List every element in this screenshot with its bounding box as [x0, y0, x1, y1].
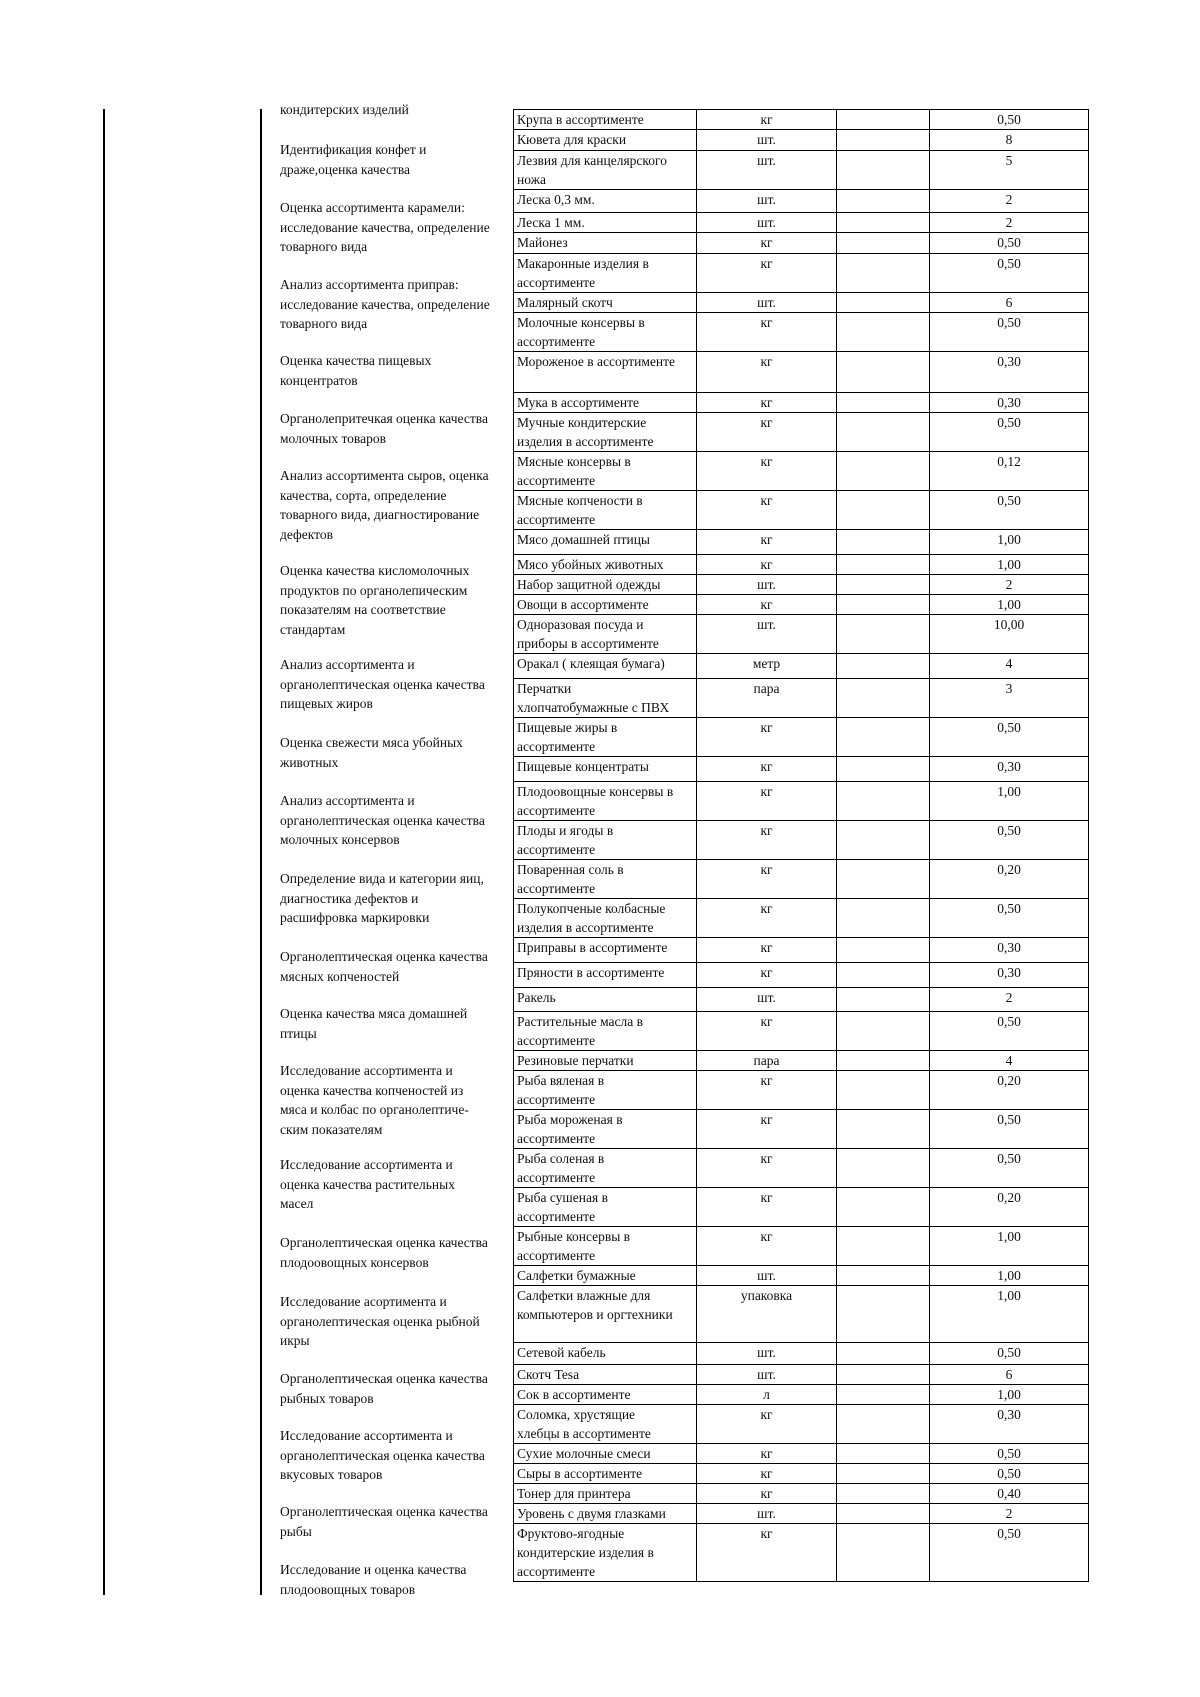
material-name-cell: Рыба соленая в ассортименте	[514, 1149, 697, 1188]
quantity-cell: 1,00	[930, 1286, 1089, 1343]
table-row	[514, 1110, 1089, 1149]
table-row	[514, 718, 1089, 757]
table-row	[514, 555, 1089, 575]
material-name-cell: Молочные консервы в ассортименте	[514, 313, 697, 352]
quantity-cell: 1,00	[930, 595, 1089, 615]
table-row	[514, 1464, 1089, 1484]
unit-cell: шт.	[697, 1365, 837, 1385]
material-name-cell: Овощи в ассортименте	[514, 595, 697, 615]
material-name-cell: Мясо домашней птицы	[514, 530, 697, 555]
table-row	[514, 654, 1089, 679]
unit-cell: кг	[697, 1405, 837, 1444]
material-name-cell: Салфетки влажные для компьютеров и оргтехники	[514, 1286, 697, 1343]
unit-cell: кг	[697, 254, 837, 293]
table-row	[514, 213, 1089, 233]
empty-cell	[837, 1524, 930, 1582]
quantity-cell: 0,50	[930, 1524, 1089, 1582]
material-name-cell: Сыры в ассортименте	[514, 1464, 697, 1484]
quantity-cell: 0,30	[930, 938, 1089, 963]
table-row	[514, 1405, 1089, 1444]
table-row	[514, 491, 1089, 530]
material-name-cell: Леска 0,3 мм.	[514, 190, 697, 213]
quantity-cell: 1,00	[930, 1266, 1089, 1286]
empty-cell	[837, 654, 930, 679]
lesson-topic: Органолептическая оценка качества плодоовощных консервов	[280, 1235, 488, 1270]
table-row	[514, 575, 1089, 595]
lesson-topic: Анализ ассортимента и органолептическая оценка качества молочных консервов	[280, 793, 485, 847]
lesson-topic: Оценка качества кисломолочных продуктов по органолепическим показателям на соответствие стандартам	[280, 563, 470, 637]
material-name-cell: Кювета для краски	[514, 130, 697, 151]
empty-cell	[837, 1385, 930, 1405]
quantity-cell: 0,20	[930, 860, 1089, 899]
material-name-cell: Мучные кондитерские изделия в ассортименте	[514, 413, 697, 452]
unit-cell: кг	[697, 352, 837, 393]
empty-cell	[837, 293, 930, 313]
quantity-cell: 2	[930, 190, 1089, 213]
quantity-cell: 10,00	[930, 615, 1089, 654]
quantity-cell: 1,00	[930, 782, 1089, 821]
table-row	[514, 1444, 1089, 1464]
empty-cell	[837, 530, 930, 555]
quantity-cell: 0,50	[930, 899, 1089, 938]
unit-cell: шт.	[697, 1504, 837, 1524]
unit-cell: кг	[697, 860, 837, 899]
unit-cell: кг	[697, 413, 837, 452]
left-margin-rule	[103, 109, 105, 1595]
lesson-topic: кондитерских изделий	[280, 102, 409, 117]
material-name-cell: Тонер для принтера	[514, 1484, 697, 1504]
unit-cell: кг	[697, 1464, 837, 1484]
material-name-cell: Леска 1 мм.	[514, 213, 697, 233]
empty-cell	[837, 1266, 930, 1286]
empty-cell	[837, 782, 930, 821]
table-row	[514, 1343, 1089, 1365]
unit-cell: кг	[697, 452, 837, 491]
unit-cell: кг	[697, 782, 837, 821]
material-name-cell: Сетевой кабель	[514, 1343, 697, 1365]
unit-cell: кг	[697, 1149, 837, 1188]
material-name-cell: Пряности в ассортименте	[514, 963, 697, 988]
empty-cell	[837, 151, 930, 190]
material-name-cell: Полукопченые колбасные изделия в ассортименте	[514, 899, 697, 938]
empty-cell	[837, 988, 930, 1012]
empty-cell	[837, 1051, 930, 1071]
empty-cell	[837, 595, 930, 615]
material-name-cell: Сок в ассортименте	[514, 1385, 697, 1405]
table-row	[514, 1484, 1089, 1504]
unit-cell: кг	[697, 938, 837, 963]
quantity-cell: 0,30	[930, 352, 1089, 393]
quantity-cell: 0,40	[930, 1484, 1089, 1504]
table-row	[514, 938, 1089, 963]
lesson-topic: Оценка свежести мяса убойных животных	[280, 735, 463, 770]
lesson-topic: Оценка качества мяса домашней птицы	[280, 1006, 468, 1041]
empty-cell	[837, 718, 930, 757]
empty-cell	[837, 352, 930, 393]
unit-cell: упаковка	[697, 1286, 837, 1343]
table-row	[514, 452, 1089, 491]
table-row	[514, 988, 1089, 1012]
quantity-cell: 4	[930, 1051, 1089, 1071]
unit-cell: кг	[697, 233, 837, 254]
quantity-cell: 2	[930, 213, 1089, 233]
empty-cell	[837, 615, 930, 654]
material-name-cell: Пищевые жиры в ассортименте	[514, 718, 697, 757]
quantity-cell: 0,50	[930, 1012, 1089, 1051]
table-row	[514, 190, 1089, 213]
lesson-topic: Исследование и оценка качества плодоовощных товаров	[280, 1562, 467, 1597]
lesson-topic: Органолептическая оценка качества рыбных товаров	[280, 1371, 488, 1406]
table-row	[514, 1149, 1089, 1188]
unit-cell: шт.	[697, 615, 837, 654]
material-name-cell: Мясные копчености в ассортименте	[514, 491, 697, 530]
unit-cell: шт.	[697, 1343, 837, 1365]
material-name-cell: Соломка, хрустящие хлебцы в ассортименте	[514, 1405, 697, 1444]
empty-cell	[837, 452, 930, 491]
material-name-cell: Мясные консервы в ассортименте	[514, 452, 697, 491]
lesson-topic: Оценка качества пищевых концентратов	[280, 353, 432, 388]
quantity-cell: 6	[930, 293, 1089, 313]
table-row	[514, 1227, 1089, 1266]
quantity-cell: 0,12	[930, 452, 1089, 491]
material-name-cell: Мука в ассортименте	[514, 393, 697, 413]
empty-cell	[837, 860, 930, 899]
material-name-cell: Скотч Tesa	[514, 1365, 697, 1385]
unit-cell: метр	[697, 654, 837, 679]
empty-cell	[837, 1188, 930, 1227]
quantity-cell: 6	[930, 1365, 1089, 1385]
quantity-cell: 0,30	[930, 1405, 1089, 1444]
table-row	[514, 821, 1089, 860]
unit-cell: кг	[697, 1444, 837, 1464]
quantity-cell: 0,50	[930, 313, 1089, 352]
quantity-cell: 3	[930, 679, 1089, 718]
unit-cell: шт.	[697, 575, 837, 595]
lesson-topic: Исследование ассортимента и органолептическая оценка качества вкусовых товаров	[280, 1428, 485, 1482]
lesson-topic: Органолептическая оценка качества мясных копченостей	[280, 949, 488, 984]
unit-cell: шт.	[697, 293, 837, 313]
unit-cell: кг	[697, 718, 837, 757]
empty-cell	[837, 575, 930, 595]
quantity-cell: 0,50	[930, 1343, 1089, 1365]
unit-cell: кг	[697, 313, 837, 352]
material-name-cell: Одноразовая посуда и приборы в ассортименте	[514, 615, 697, 654]
lesson-topic: Органолепритечкая оценка качества молочных товаров	[280, 411, 488, 446]
empty-cell	[837, 1405, 930, 1444]
empty-cell	[837, 1444, 930, 1464]
quantity-cell: 2	[930, 1504, 1089, 1524]
empty-cell	[837, 110, 930, 130]
empty-cell	[837, 899, 930, 938]
table-row	[514, 1504, 1089, 1524]
table-row	[514, 1188, 1089, 1227]
empty-cell	[837, 1286, 930, 1343]
unit-cell: пара	[697, 679, 837, 718]
empty-cell	[837, 1071, 930, 1110]
empty-cell	[837, 491, 930, 530]
unit-cell: пара	[697, 1051, 837, 1071]
unit-cell: кг	[697, 963, 837, 988]
table-row	[514, 130, 1089, 151]
unit-cell: шт.	[697, 213, 837, 233]
table-row	[514, 393, 1089, 413]
material-name-cell: Фруктово-ягодные кондитерские изделия в ассортименте	[514, 1524, 697, 1582]
unit-cell: кг	[697, 1227, 837, 1266]
quantity-cell: 2	[930, 988, 1089, 1012]
empty-cell	[837, 679, 930, 718]
table-row	[514, 1286, 1089, 1343]
material-name-cell: Салфетки бумажные	[514, 1266, 697, 1286]
lesson-topic: Органолептическая оценка качества рыбы	[280, 1504, 488, 1539]
quantity-cell: 0,50	[930, 491, 1089, 530]
empty-cell	[837, 393, 930, 413]
unit-cell: кг	[697, 899, 837, 938]
quantity-cell: 8	[930, 130, 1089, 151]
empty-cell	[837, 1227, 930, 1266]
unit-cell: шт.	[697, 130, 837, 151]
material-name-cell: Оракал ( клеящая бумага)	[514, 654, 697, 679]
lesson-topic: Исследование ассортимента и оценка качества копченостей из мяса и колбас по органолептиче- ским показателям	[280, 1063, 469, 1137]
material-name-cell: Рыба вяленая в ассортименте	[514, 1071, 697, 1110]
empty-cell	[837, 413, 930, 452]
material-name-cell: Растительные масла в ассортименте	[514, 1012, 697, 1051]
unit-cell: кг	[697, 1484, 837, 1504]
table-row	[514, 1051, 1089, 1071]
empty-cell	[837, 1504, 930, 1524]
material-name-cell: Крупа в ассортименте	[514, 110, 697, 130]
unit-cell: кг	[697, 491, 837, 530]
unit-cell: кг	[697, 530, 837, 555]
table-row	[514, 293, 1089, 313]
unit-cell: кг	[697, 555, 837, 575]
table-row	[514, 1071, 1089, 1110]
column-divider-rule	[260, 109, 262, 1595]
table-row	[514, 860, 1089, 899]
table-row	[514, 595, 1089, 615]
empty-cell	[837, 1343, 930, 1365]
quantity-cell: 0,50	[930, 1444, 1089, 1464]
material-name-cell: Малярный скотч	[514, 293, 697, 313]
lesson-topic: Определение вида и категории яиц, диагностика дефектов и расшифровка маркировки	[280, 871, 484, 925]
material-name-cell: Резиновые перчатки	[514, 1051, 697, 1071]
unit-cell: кг	[697, 1110, 837, 1149]
material-name-cell: Приправы в ассортименте	[514, 938, 697, 963]
lesson-topic: Исследование ассортимента и оценка качества растительных масел	[280, 1157, 455, 1211]
unit-cell: кг	[697, 110, 837, 130]
table-row	[514, 1012, 1089, 1051]
empty-cell	[837, 1012, 930, 1051]
empty-cell	[837, 1110, 930, 1149]
unit-cell: шт.	[697, 988, 837, 1012]
table-row	[514, 413, 1089, 452]
material-name-cell: Поваренная соль в ассортименте	[514, 860, 697, 899]
material-name-cell: Рыба мороженая в ассортименте	[514, 1110, 697, 1149]
material-name-cell: Рыба сушеная в ассортименте	[514, 1188, 697, 1227]
empty-cell	[837, 821, 930, 860]
unit-cell: кг	[697, 757, 837, 782]
table-row	[514, 615, 1089, 654]
material-name-cell: Плоды и ягоды в ассортименте	[514, 821, 697, 860]
materials-table	[513, 109, 1089, 1582]
quantity-cell: 4	[930, 654, 1089, 679]
table-row	[514, 110, 1089, 130]
empty-cell	[837, 1149, 930, 1188]
empty-cell	[837, 555, 930, 575]
empty-cell	[837, 1484, 930, 1504]
unit-cell: кг	[697, 1071, 837, 1110]
material-name-cell: Лезвия для канцелярского ножа	[514, 151, 697, 190]
table-row	[514, 151, 1089, 190]
unit-cell: кг	[697, 1524, 837, 1582]
empty-cell	[837, 963, 930, 988]
table-row	[514, 352, 1089, 393]
material-name-cell: Рыбные консервы в ассортименте	[514, 1227, 697, 1266]
quantity-cell: 0,50	[930, 110, 1089, 130]
unit-cell: шт.	[697, 1266, 837, 1286]
empty-cell	[837, 213, 930, 233]
table-row	[514, 963, 1089, 988]
quantity-cell: 0,50	[930, 233, 1089, 254]
unit-cell: кг	[697, 1188, 837, 1227]
lesson-topic: Оценка ассортимента карамели: исследование качества, определение товарного вида	[280, 200, 490, 254]
quantity-cell: 2	[930, 575, 1089, 595]
unit-cell: шт.	[697, 190, 837, 213]
unit-cell: кг	[697, 821, 837, 860]
quantity-cell: 1,00	[930, 555, 1089, 575]
quantity-cell: 0,30	[930, 757, 1089, 782]
empty-cell	[837, 190, 930, 213]
quantity-cell: 0,20	[930, 1071, 1089, 1110]
unit-cell: л	[697, 1385, 837, 1405]
lesson-topic: Исследование асортимента и органолептическая оценка рыбной икры	[280, 1294, 480, 1348]
unit-cell: кг	[697, 393, 837, 413]
material-name-cell: Сухие молочные смеси	[514, 1444, 697, 1464]
table-row	[514, 899, 1089, 938]
material-name-cell: Макаронные изделия в ассортименте	[514, 254, 697, 293]
empty-cell	[837, 130, 930, 151]
table-row	[514, 233, 1089, 254]
material-name-cell: Мороженое в ассортименте	[514, 352, 697, 393]
table-row	[514, 530, 1089, 555]
materials-table-body	[514, 110, 1089, 1582]
quantity-cell: 5	[930, 151, 1089, 190]
quantity-cell: 0,50	[930, 1149, 1089, 1188]
material-name-cell: Уровень с двумя глазками	[514, 1504, 697, 1524]
material-name-cell: Набор защитной одежды	[514, 575, 697, 595]
quantity-cell: 0,50	[930, 718, 1089, 757]
material-name-cell: Перчатки хлопчатобумажные с ПВХ	[514, 679, 697, 718]
table-row	[514, 757, 1089, 782]
quantity-cell: 0,50	[930, 254, 1089, 293]
empty-cell	[837, 254, 930, 293]
empty-cell	[837, 233, 930, 254]
material-name-cell: Пищевые концентраты	[514, 757, 697, 782]
quantity-cell: 0,50	[930, 413, 1089, 452]
quantity-cell: 1,00	[930, 1385, 1089, 1405]
empty-cell	[837, 938, 930, 963]
unit-cell: кг	[697, 595, 837, 615]
lesson-topic: Анализ ассортимента и органолептическая оценка качества пищевых жиров	[280, 657, 485, 711]
quantity-cell: 0,30	[930, 963, 1089, 988]
material-name-cell: Плодоовощные консервы в ассортименте	[514, 782, 697, 821]
lesson-topic: Анализ ассортимента приправ: исследование качества, определение товарного вида	[280, 277, 490, 331]
empty-cell	[837, 1464, 930, 1484]
quantity-cell: 0,50	[930, 1110, 1089, 1149]
material-name-cell: Майонез	[514, 233, 697, 254]
material-name-cell: Ракель	[514, 988, 697, 1012]
quantity-cell: 1,00	[930, 530, 1089, 555]
unit-cell: шт.	[697, 151, 837, 190]
empty-cell	[837, 757, 930, 782]
quantity-cell: 1,00	[930, 1227, 1089, 1266]
table-row	[514, 679, 1089, 718]
unit-cell: кг	[697, 1012, 837, 1051]
table-row	[514, 782, 1089, 821]
table-row	[514, 1524, 1089, 1582]
material-name-cell: Мясо убойных животных	[514, 555, 697, 575]
table-row	[514, 254, 1089, 293]
table-row	[514, 1385, 1089, 1405]
lesson-topic: Идентификация конфет и драже,оценка качества	[280, 142, 427, 177]
quantity-cell: 0,50	[930, 821, 1089, 860]
quantity-cell: 0,20	[930, 1188, 1089, 1227]
empty-cell	[837, 1365, 930, 1385]
table-row	[514, 1365, 1089, 1385]
empty-cell	[837, 313, 930, 352]
table-row	[514, 313, 1089, 352]
lesson-topic: Анализ ассортимента сыров, оценка качества, сорта, определение товарного вида, диагностирование дефектов	[280, 468, 489, 542]
table-row	[514, 1266, 1089, 1286]
quantity-cell: 0,30	[930, 393, 1089, 413]
quantity-cell: 0,50	[930, 1464, 1089, 1484]
